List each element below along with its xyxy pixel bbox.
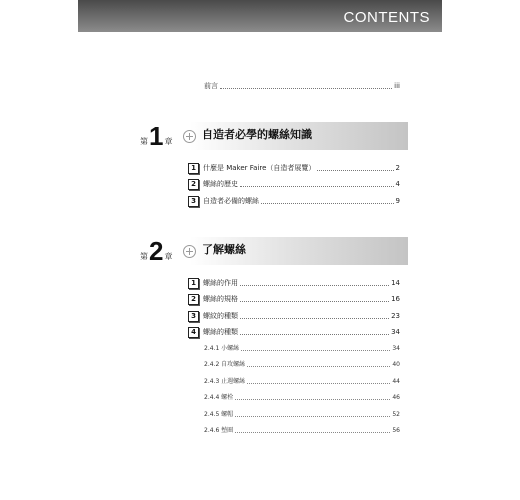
section-page: 16	[391, 295, 400, 303]
plus-circle-icon	[183, 245, 196, 258]
chapter-1-title[interactable]: 自造者必學的螺絲知識	[202, 128, 312, 141]
toc-section[interactable]	[188, 327, 400, 338]
subsection-page: 44	[392, 378, 400, 385]
leader-dots	[240, 334, 389, 335]
leader-dots	[241, 350, 390, 351]
chapter-2-label	[140, 236, 173, 266]
toc-preface[interactable]	[204, 82, 400, 91]
section-label: 螺絲的歷史	[203, 180, 238, 188]
section-number-box: 1	[188, 163, 199, 174]
toc-section[interactable]	[188, 196, 400, 207]
leader-dots	[240, 285, 389, 286]
subsection-label: 2.4.4 螺栓	[204, 394, 234, 401]
chapter-2-number: 2	[149, 236, 164, 266]
section-number-box: 3	[188, 196, 199, 207]
toc-section[interactable]	[188, 294, 400, 305]
section-page: 9	[395, 197, 400, 205]
section-page: 23	[391, 312, 400, 320]
leader-dots	[240, 318, 389, 319]
leader-dots	[240, 301, 389, 302]
chapter-2-title[interactable]: 了解螺絲	[202, 243, 246, 256]
section-number-box: 1	[188, 278, 199, 289]
leader-dots	[240, 186, 394, 187]
toc-preface-label: 前言	[204, 82, 218, 90]
chapter-1-prefix: 第	[140, 137, 148, 146]
toc-subsection[interactable]	[204, 427, 400, 435]
section-label: 螺絲的作用	[203, 279, 238, 287]
section-number-box: 4	[188, 327, 199, 338]
toc-section[interactable]	[188, 278, 400, 289]
section-label: 螺紋的種類	[203, 312, 238, 320]
leader-dots	[235, 432, 390, 433]
section-page: 2	[395, 164, 400, 172]
section-number-box: 3	[188, 311, 199, 322]
subsection-label: 2.4.5 螺帽	[204, 411, 234, 418]
section-page: 14	[391, 279, 400, 287]
toc-subsection[interactable]	[204, 411, 400, 419]
header-bar	[78, 0, 442, 32]
subsection-label: 2.4.6 墊圈	[204, 427, 234, 434]
subsection-page: 40	[392, 361, 400, 368]
chapter-2-prefix: 第	[140, 252, 148, 261]
subsection-page: 34	[392, 345, 400, 352]
chapter-2-suffix: 章	[164, 252, 173, 261]
header-title: CONTENTS	[343, 9, 430, 26]
leader-dots	[247, 366, 390, 367]
subsection-page: 56	[392, 427, 400, 434]
plus-circle-icon	[183, 130, 196, 143]
subsection-page: 52	[392, 411, 400, 418]
toc-subsection[interactable]	[204, 394, 400, 402]
toc-section[interactable]	[188, 179, 400, 190]
subsection-label: 2.4.3 止週螺絲	[204, 378, 246, 385]
leader-dots	[235, 399, 390, 400]
leader-dots	[235, 416, 390, 417]
toc-section[interactable]	[188, 311, 400, 322]
chapter-1-number: 1	[149, 121, 164, 151]
leader-dots	[261, 203, 394, 204]
section-number-box: 2	[188, 179, 199, 190]
section-number-box: 2	[188, 294, 199, 305]
toc-section[interactable]	[188, 163, 400, 174]
leader-dots	[220, 88, 392, 89]
chapter-1-label	[140, 121, 173, 151]
chapter-1-suffix: 章	[164, 137, 173, 146]
section-label: 螺絲的規格	[203, 295, 238, 303]
section-label: 自造者必備的螺絲	[203, 197, 259, 205]
section-label: 什麼是 Maker Faire（自造者展覽）	[203, 164, 316, 172]
subsection-label: 2.4.1 小螺絲	[204, 345, 240, 352]
toc-subsection[interactable]	[204, 345, 400, 353]
toc-subsection[interactable]	[204, 361, 400, 369]
toc-preface-page: iii	[394, 82, 400, 90]
section-page: 4	[395, 180, 400, 188]
leader-dots	[317, 170, 393, 171]
section-page: 34	[391, 328, 400, 336]
section-label: 螺絲的種類	[203, 328, 238, 336]
subsection-label: 2.4.2 自攻螺絲	[204, 361, 246, 368]
leader-dots	[247, 383, 390, 384]
toc-subsection[interactable]	[204, 378, 400, 386]
subsection-page: 46	[392, 394, 400, 401]
